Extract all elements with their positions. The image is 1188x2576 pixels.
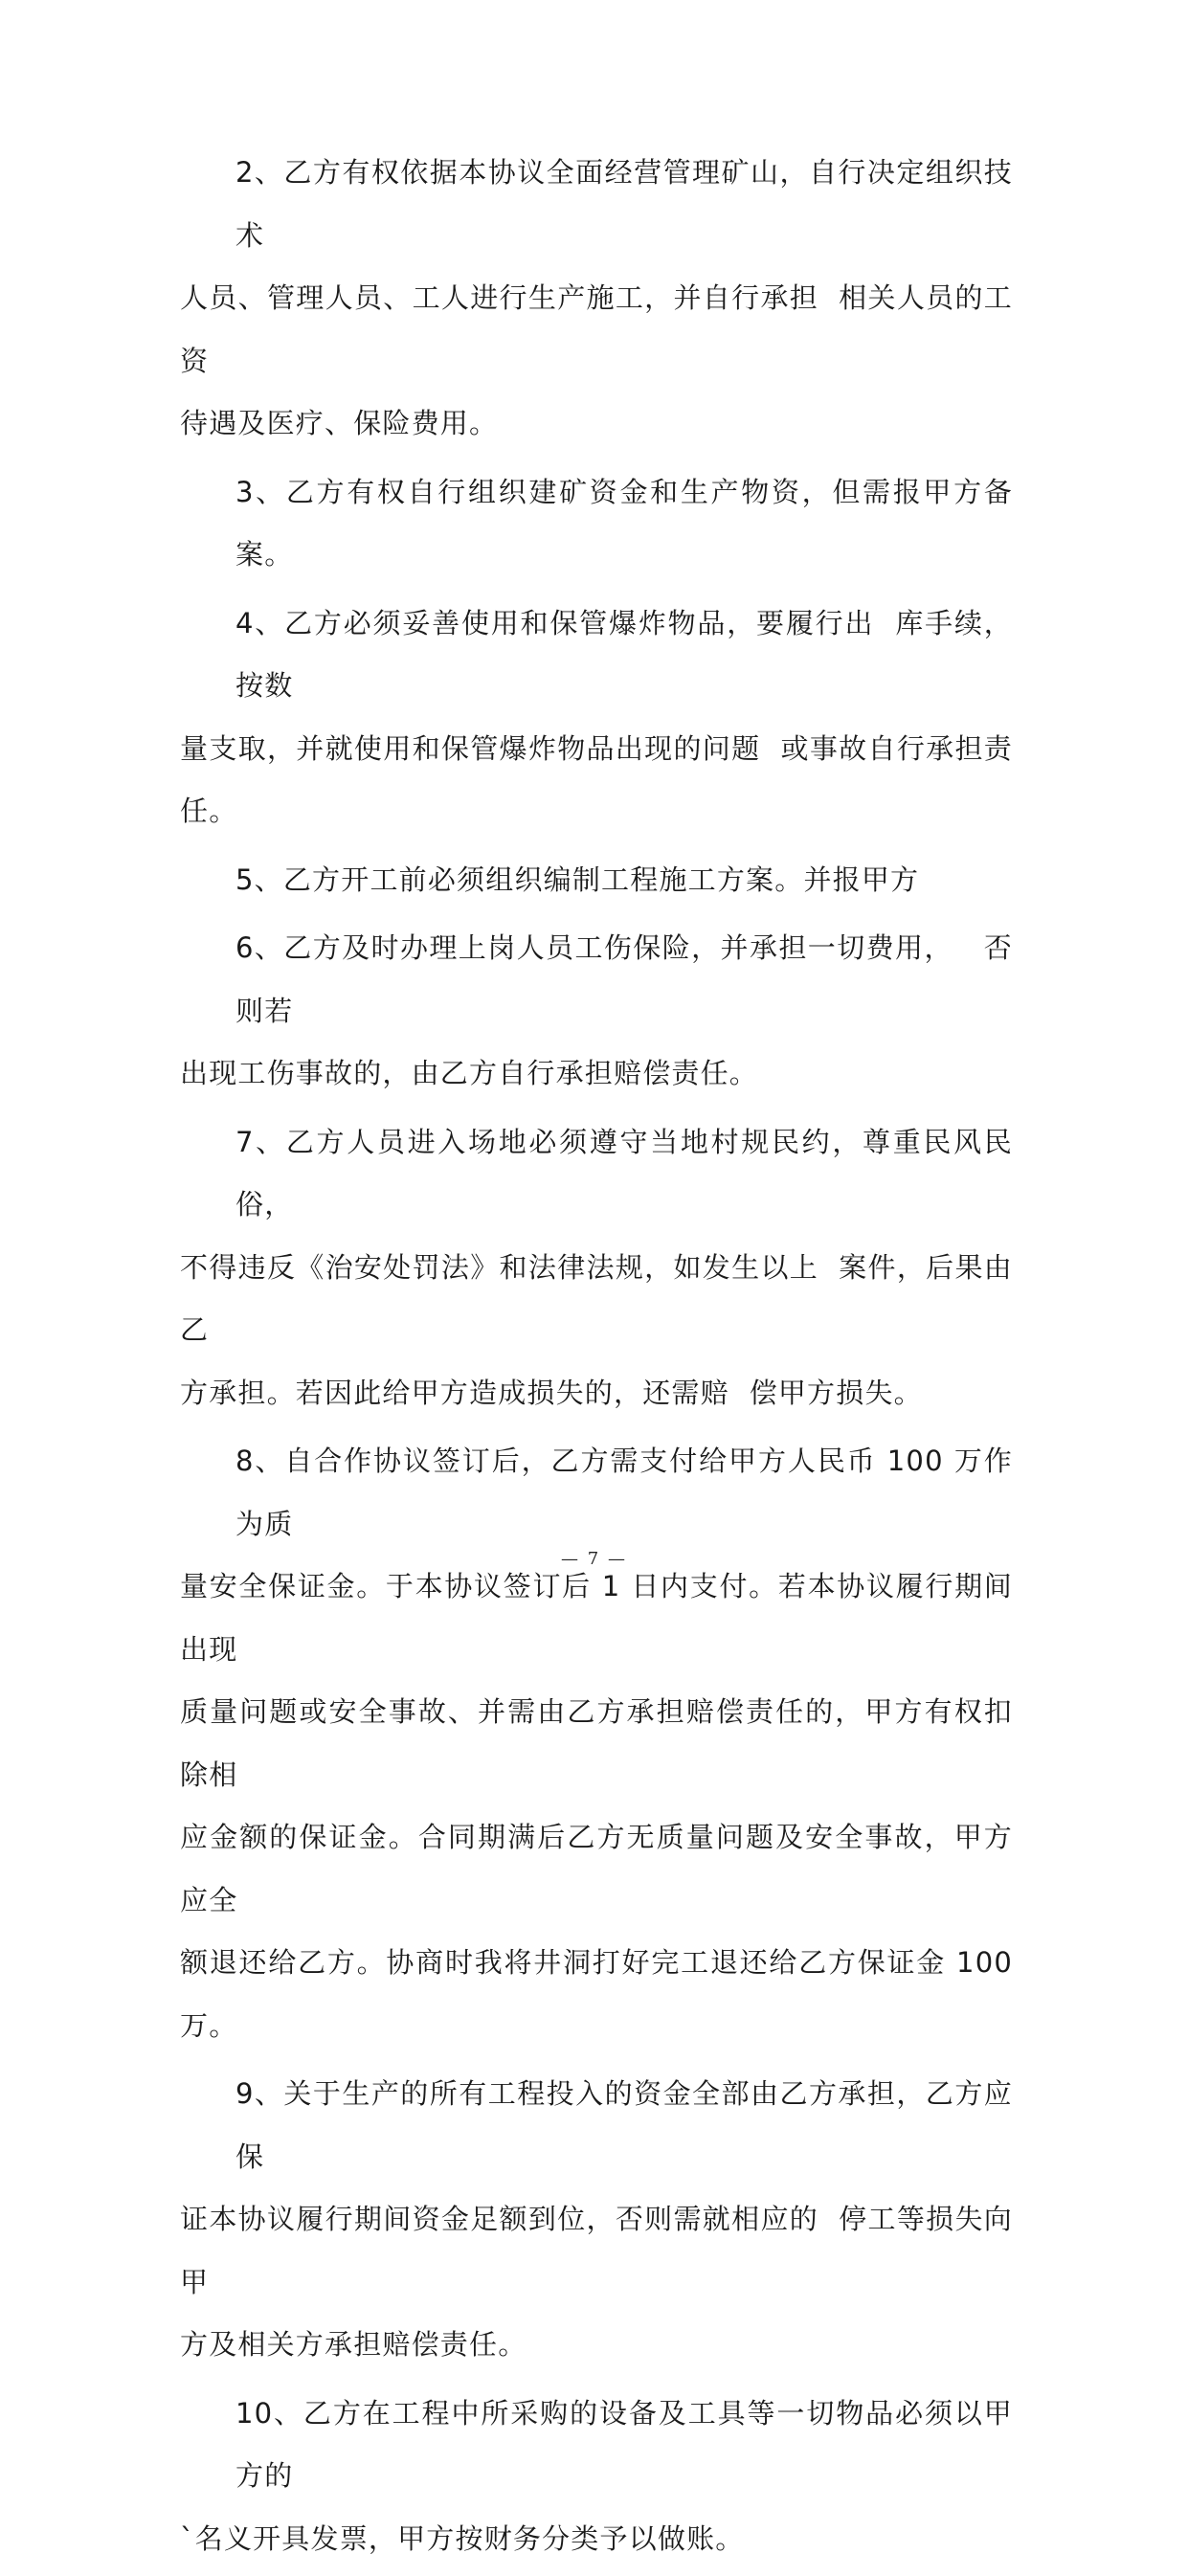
document-body (180, 142, 1023, 2576)
paragraph-line: 质量问题或安全事故、并需由乙方承担赔偿责任的，甲方有权扣除相 (180, 1695, 1013, 1791)
paragraph-clause-8 (180, 1430, 1023, 2057)
paragraph-line: 应金额的保证金。合同期满后乙方无质量问题及安全事故，甲方应全 (180, 1821, 1013, 1916)
paragraph-clause-7 (180, 1111, 1013, 1425)
paragraph-line: 方及相关方承担赔偿责任。 (180, 2328, 527, 2361)
paragraph-clause-3 (180, 461, 1013, 587)
paragraph-line: 证本协议履行期间资金足额到位，否则需就相应的 停工等损失向甲 (180, 2203, 1013, 2298)
paragraph-clause-6 (180, 917, 1013, 1106)
paragraph-clause-5 (180, 849, 1013, 912)
paragraph-clause-10 (180, 2383, 1013, 2571)
paragraph-line: 10、乙方在工程中所采购的设备及工具等一切物品必须以甲方的 (235, 2396, 1013, 2492)
paragraph-line: 9、关于生产的所有工程投入的资金全部由乙方承担，乙方应保 (235, 2077, 1013, 2173)
paragraph-line: 量安全保证金。于本协议签订后 1 日内支付。若本协议履行期间出现 (180, 1570, 1013, 1666)
paragraph-line: 人员、管理人员、工人进行生产施工，并自行承担 相关人员的工资 (180, 281, 1013, 377)
page-number: — 7 — (561, 1549, 627, 1569)
paragraph-line: `名义开具发票，甲方按财务分类予以做账。 (180, 2521, 745, 2555)
paragraph-line: 4、乙方必须妥善使用和保管爆炸物品，要履行出 库手续，按数 (235, 606, 1013, 702)
paragraph-line: 3、乙方有权自行组织建矿资金和生产物资，但需报甲方备案。 (235, 475, 1013, 571)
paragraph-line: 5、乙方开工前必须组织编制工程施工方案。并报甲方 (235, 862, 920, 896)
paragraph-line: 待遇及医疗、保险费用。 (180, 407, 499, 439)
paragraph-line: 2、乙方有权依据本协议全面经营管理矿山，自行决定组织技术 (235, 156, 1013, 252)
paragraph-clause-4 (180, 593, 1013, 843)
paragraph-line: 不得违反《治安处罚法》和法律法规，如发生以上 案件，后果由乙 (180, 1250, 1013, 1346)
paragraph-line: 6、乙方及时办理上岗人员工伤保险，并承担一切费用， 否则若 (235, 931, 1013, 1027)
paragraph-clause-2 (180, 142, 1013, 456)
paragraph-line: 出现工伤事故的，由乙方自行承担赔偿责任。 (180, 1057, 759, 1089)
paragraph-line: 方承担。若因此给甲方造成损失的，还需赔 偿甲方损失。 (180, 1376, 923, 1409)
paragraph-line: 额退还给乙方。协商时我将井洞打好完工退还给乙方保证金 100 万。 (180, 1946, 1023, 2042)
paragraph-line: 7、乙方人员进入场地必须遵守当地村规民约，尊重民风民俗， (235, 1125, 1013, 1221)
paragraph-line: 8、自合作协议签订后，乙方需支付给甲方人民币 100 万作为质 (235, 1445, 1013, 1540)
paragraph-line: 量支取，并就使用和保管爆炸物品出现的问题 或事故自行承担责任。 (180, 731, 1013, 827)
paragraph-clause-9 (180, 2063, 1013, 2377)
